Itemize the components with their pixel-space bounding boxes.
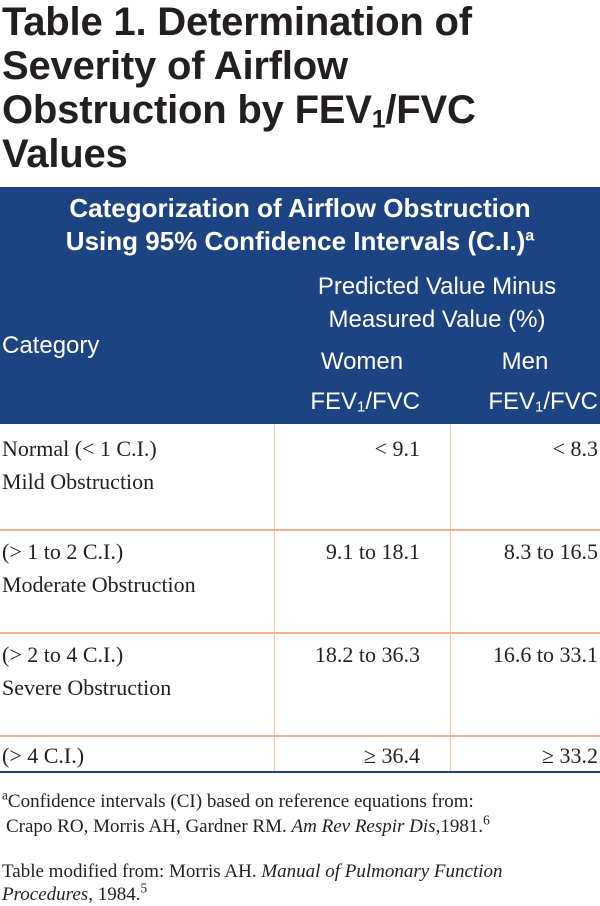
fvc-text: /FVC	[365, 388, 420, 415]
footnote-b-line-2	[2, 880, 148, 906]
footnote-b-reference: 5	[140, 880, 148, 896]
title-line-3	[2, 88, 598, 132]
table-header-title	[0, 187, 600, 267]
title-fvc-text: /FVC	[385, 88, 476, 132]
table-row-1-category	[2, 432, 272, 498]
row-1-severity: Mild Obstruction	[2, 469, 155, 494]
table-header-title-line-2-text: Using 95% Confidence Intervals (C.I.)	[65, 226, 526, 256]
title-line-1: Table 1. Determination of	[2, 0, 472, 44]
footnote-a-superscript: a	[2, 787, 8, 803]
women-fev-fvc-header	[274, 383, 450, 424]
footnote-b-source: Table modified from: Morris AH.	[2, 861, 262, 882]
fev-subscript: 1	[357, 399, 366, 416]
footnote-a-reference: 6	[483, 812, 490, 828]
footnote-a-line-2	[6, 812, 490, 838]
table-bottom-rule	[0, 771, 600, 773]
women-header: Women	[274, 343, 450, 383]
footnote-a-line-1	[2, 787, 474, 813]
title-fev-text: Obstruction by FEV	[2, 88, 372, 132]
page-title	[2, 0, 598, 176]
body-column-divider-2	[450, 424, 451, 772]
footnote-b-book-title-cont: Procedures	[2, 884, 89, 905]
footnote-b-line-1	[2, 860, 503, 883]
row-3-severity: Severe Obstruction	[2, 675, 172, 700]
title-fev-subscript: 1	[371, 106, 386, 134]
fev-text: FEV	[488, 388, 536, 415]
men-header: Men	[450, 343, 600, 383]
predicted-header-line-1: Predicted Value Minus	[317, 273, 557, 300]
footnote-b-year: , 1984.	[88, 884, 141, 905]
row-4-ci-range: (> 4 C.I.)	[2, 743, 85, 768]
body-column-divider-1	[274, 424, 275, 772]
table-row-1-women: < 9.1	[374, 436, 420, 461]
title-line-2: Severity of Airflow	[2, 44, 348, 88]
footnote-a-marker: a	[525, 226, 535, 245]
footnote-a-journal: Am Rev Respir Dis	[291, 816, 436, 837]
row-2-ci-range: (> 1 to 2 C.I.)	[2, 539, 124, 564]
title-line-4: Values	[2, 132, 128, 176]
table-row-1-men: < 8.3	[552, 436, 598, 461]
table-row-2-category	[2, 535, 272, 601]
row-divider-1	[0, 529, 600, 531]
predicted-header-line-2: Measured Value (%)	[328, 306, 546, 333]
footnote-a-year: ,1981.	[435, 816, 484, 837]
footnote-a-text: Confidence intervals (CI) based on reference equations from:	[7, 791, 474, 812]
table-row-2-women: 9.1 to 18.1	[325, 539, 420, 564]
row-2-severity: Moderate Obstruction	[2, 572, 196, 597]
footnote-b-book-title: Manual of Pulmonary Function	[261, 861, 503, 882]
row-divider-2	[0, 632, 600, 634]
table-row-3-women: 18.2 to 36.3	[314, 642, 420, 667]
table-row-3-category	[2, 638, 272, 704]
row-1-ci-range: Normal (< 1 C.I.)	[2, 436, 157, 461]
footnote-a-authors: Crapo RO, Morris AH, Gardner RM.	[6, 816, 292, 837]
fev-text: FEV	[310, 388, 358, 415]
row-3-ci-range: (> 2 to 4 C.I.)	[2, 642, 124, 667]
table-row-4-women: ≥ 36.4	[363, 743, 420, 768]
men-fev-fvc-header	[450, 383, 600, 424]
table-header-title-line-2	[0, 225, 600, 258]
table-row-2-men: 8.3 to 16.5	[503, 539, 598, 564]
table-header-title-line-1: Categorization of Airflow Obstruction	[69, 193, 531, 223]
predicted-header	[274, 267, 600, 343]
table-row-4-men: ≥ 33.2	[541, 743, 598, 768]
fvc-text: /FVC	[543, 388, 598, 415]
category-header: Category	[0, 267, 274, 424]
row-divider-3	[0, 735, 600, 737]
severity-table	[0, 187, 600, 774]
table-row-4-category	[2, 739, 272, 772]
fev-subscript: 1	[535, 399, 544, 416]
table-row-3-men: 16.6 to 33.1	[492, 642, 598, 667]
